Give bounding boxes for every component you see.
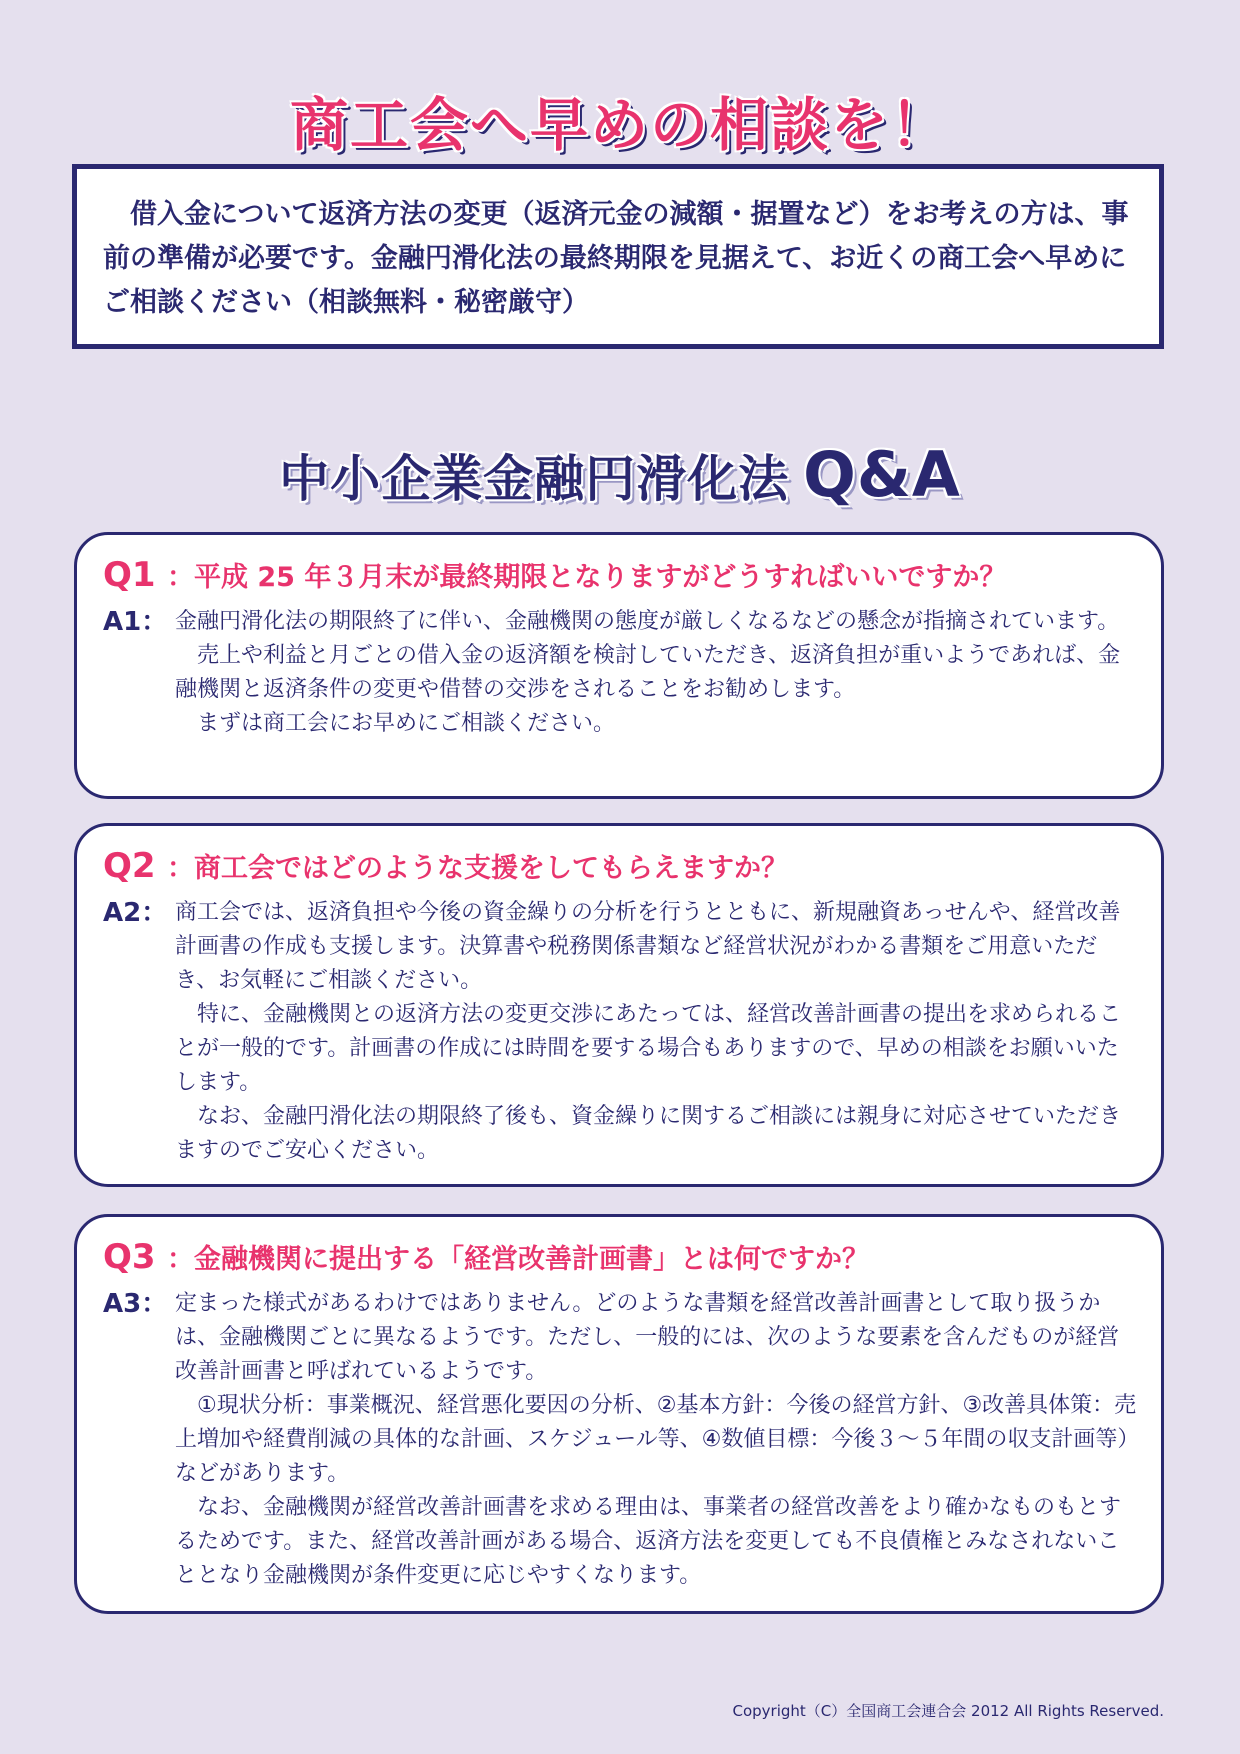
qa-card-2: [74, 823, 1164, 1187]
qa-card-3: [74, 1214, 1164, 1614]
answer-row: [103, 896, 1137, 1168]
intro-text: 借入金について返済方法の変更（返済元金の減額・据置など）をお考えの方は、事前の準備が必要です。金融円滑化法の最終期限を見据えて、お近くの商工会へ早めにご相談ください（相談無料・秘密厳守）: [103, 199, 1129, 318]
answer-paragraph: なお、金融円滑化法の期限終了後も、資金繰りに関するご相談には親身に対応させていただきますのでご安心ください。: [175, 1104, 1122, 1163]
question-text: ：金融機関に提出する「経営改善計画書」とは何ですか？: [167, 1244, 869, 1275]
answer-paragraph: 特に、金融機関との返済方法の変更交渉にあたっては、経営改善計画書の提出を求められることが一般的です。計画書の作成には時間を要する場合もありますので、早めの相談をお願いいたします。: [175, 1002, 1122, 1095]
qa-card-1: [74, 532, 1164, 799]
answer-paragraph: なお、金融機関が経営改善計画書を求める理由は、事業者の経営改善をより確かなものもとするためです。また、経営改善計画がある場合、返済方法を変更しても不良債権とみなされないこととなり金融機関が条件変更に応じやすくなります。: [175, 1495, 1122, 1588]
answer-paragraph: 売上や利益と月ごとの借入金の返済額を検討していただき、返済負担が重いようであれば、金融機関と返済条件の変更や借替の交渉をされることをお勧めします。: [175, 643, 1121, 702]
question-label: Q3: [103, 1237, 156, 1277]
answer-body: [175, 896, 1137, 1168]
answer-paragraph: 定まった様式があるわけではありません。どのような書類を経営改善計画書として取り扱うかは、金融機関ごとに異なるようです。ただし、一般的には、次のような要素を含んだものが経営改善計画書と呼ばれているようです。: [175, 1291, 1120, 1384]
answer-row: [103, 1287, 1137, 1593]
answer-paragraph: ①現状分析：事業概況、経営悪化要因の分析、②基本方針：今後の経営方針、③改善具体策：売上増加や経費削減の具体的な計画、スケジュール等、④数値目標：今後３～５年間の収支計画等）などがあります。: [175, 1393, 1137, 1486]
answer-label: A1：: [103, 607, 168, 637]
answer-label: A2：: [103, 898, 168, 928]
question-row: [103, 555, 1137, 595]
answer-paragraph: まずは商工会にお早めにご相談ください。: [197, 711, 616, 736]
headline: 商工会へ早めの相談を！: [289, 91, 950, 159]
question-row: [103, 846, 1137, 886]
answer-body: [175, 1287, 1137, 1593]
answer-body: [175, 605, 1137, 741]
question-label: Q1: [103, 555, 156, 595]
answer-paragraph: 金融円滑化法の期限終了に伴い、金融機関の態度が厳しくなるなどの懸念が指摘されています。: [175, 609, 1120, 634]
question-text: ：平成 25 年３月末が最終期限となりますがどうすればいいですか？: [167, 562, 1007, 593]
qa-section-title: [0, 438, 1240, 511]
question-text: ：商工会ではどのような支援をしてもらえますか？: [167, 853, 788, 884]
answer-paragraph: 商工会では、返済負担や今後の資金繰りの分析を行うとともに、新規融資あっせんや、経営改善計画書の作成も支援します。決算書や税務関係書類など経営状況がわかる書類をご用意いただき、お気軽にご相談ください。: [175, 900, 1121, 993]
answer-label: A3：: [103, 1289, 168, 1319]
copyright-notice: Copyright（C）全国商工会連合会 2012 All Rights Reserved.: [732, 1702, 1164, 1720]
question-label: Q2: [103, 846, 156, 886]
answer-row: [103, 605, 1137, 741]
qa-title-mark: Q&A: [803, 438, 961, 511]
question-row: [103, 1237, 1137, 1277]
intro-box: [72, 164, 1164, 349]
qa-title-main: 中小企業金融円滑化法: [279, 450, 790, 508]
